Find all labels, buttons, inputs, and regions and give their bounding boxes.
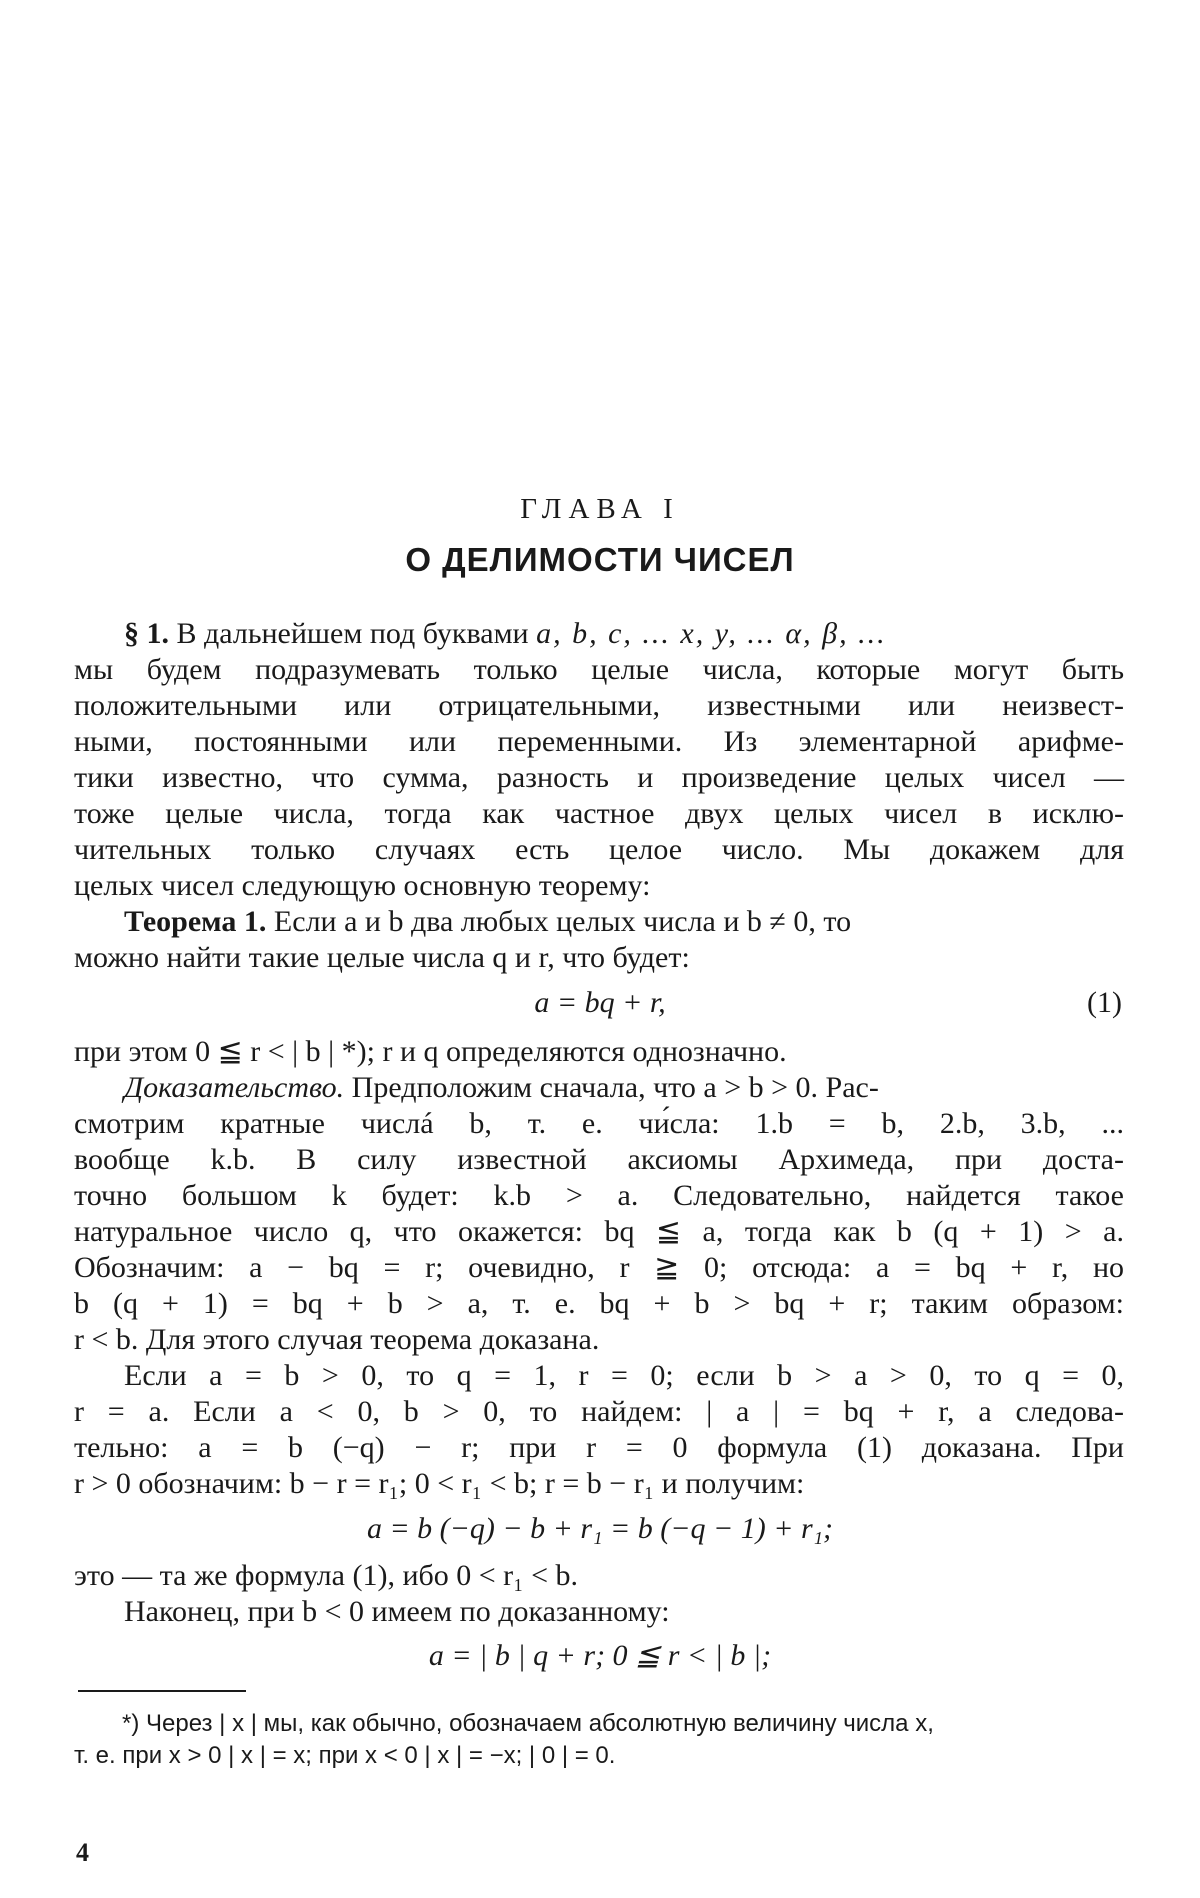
equation-2: a = b (−q) − b + r₁ = b (−q − 1) + r₁; — [0, 1512, 1200, 1546]
chapter-title: О ДЕЛИМОСТИ ЧИСЕЛ — [0, 541, 1200, 579]
section-mark: § 1. — [74, 617, 169, 650]
para1-line: положительными или отрицательными, известными или неизвест- — [74, 688, 1124, 724]
para1-line-1 — [74, 616, 1124, 652]
footnote-line-2: т. е. при x > 0 | x | = x; при x < 0 | x | = −x; | 0 | = 0. — [74, 1740, 1124, 1772]
case2-line: Если a = b > 0, то q = 1, r = 0; если b > a > 0, то q = 0, — [124, 1358, 1124, 1394]
proof-line: точно большом k будет: k.b > a. Следовательно, найдется такое — [74, 1178, 1124, 1214]
page-number: 4 — [76, 1838, 89, 1868]
after-equation-1: при этом 0 ≦ r < | b | *); r и q определяются однозначно. — [74, 1034, 1124, 1070]
theorem-text: Если a и b два любых целых числа и b ≠ 0, то — [274, 905, 851, 938]
proof-line: r < b. Для этого случая теорема доказана. — [74, 1322, 1124, 1358]
para1-line: чительных только случаях есть целое число. Мы докажем для — [74, 832, 1124, 868]
proof-line: натуральное число q, что окажется: bq ≦ a, тогда как b (q + 1) > a. — [74, 1214, 1124, 1250]
after-equation-2: это — та же формула (1), ибо 0 < r₁ < b. — [74, 1558, 1124, 1594]
finally-line: Наконец, при b < 0 имеем по доказанному: — [124, 1594, 1174, 1630]
footnote-rule — [78, 1690, 246, 1692]
theorem-label: Теорема 1. — [124, 905, 266, 938]
theorem-line-2: можно найти такие целые числа q и r, что будет: — [74, 940, 1124, 976]
proof-text: Предположим сначала, что a > b > 0. Рас- — [352, 1071, 879, 1104]
para1-line: тики известно, что сумма, разность и произведение целых чисел — — [74, 760, 1124, 796]
para1-line: целых чисел следующую основную теорему: — [74, 868, 1124, 904]
proof-line: Обозначим: a − bq = r; очевидно, r ≧ 0; отсюда: a = bq + r, но — [74, 1250, 1124, 1286]
case2-line: тельно: a = b (−q) − r; при r = 0 формула (1) доказана. При — [74, 1430, 1124, 1466]
proof-line: вообще k.b. В силу известной аксиомы Архимеда, при доста- — [74, 1142, 1124, 1178]
footnote-line-1: *) Через | x | мы, как обычно, обозначаем абсолютную величину числа x, — [122, 1708, 1124, 1740]
book-page — [0, 0, 1200, 1898]
para1-line: тоже целые числа, тогда как частное двух целых чисел в исклю- — [74, 796, 1124, 832]
proof-label: Доказательство. — [124, 1071, 344, 1104]
theorem-line-1 — [124, 904, 1124, 940]
case2-line: r = a. Если a < 0, b > 0, то найдем: | a | = bq + r, а следова- — [74, 1394, 1124, 1430]
equation-3: a = | b | q + r; 0 ≦ r < | b |; — [0, 1638, 1200, 1673]
chapter-label: ГЛАВА I — [0, 493, 1200, 526]
para1-line: мы будем подразумевать только целые числа, которые могут быть — [74, 652, 1124, 688]
proof-line: смотрим кратные числá b, т. е. чи́сла: 1.b = b, 2.b, 3.b, ... — [74, 1106, 1124, 1142]
equation-1-number: (1) — [1087, 986, 1122, 1020]
para1-vars: a, b, c, ... x, y, ... α, β, ... — [536, 617, 886, 650]
case2-line: r > 0 обозначим: b − r = r₁; 0 < r₁ < b; r = b − r₁ и получим: — [74, 1466, 1124, 1502]
proof-line-1 — [124, 1070, 1124, 1106]
para1-intro: В дальнейшем под буквами — [177, 617, 529, 650]
para1-line: ными, постоянными или переменными. Из элементарной арифме- — [74, 724, 1124, 760]
equation-1: a = bq + r, — [0, 986, 1200, 1020]
proof-line: b (q + 1) = bq + b > a, т. е. bq + b > bq + r; таким образом: — [74, 1286, 1124, 1322]
